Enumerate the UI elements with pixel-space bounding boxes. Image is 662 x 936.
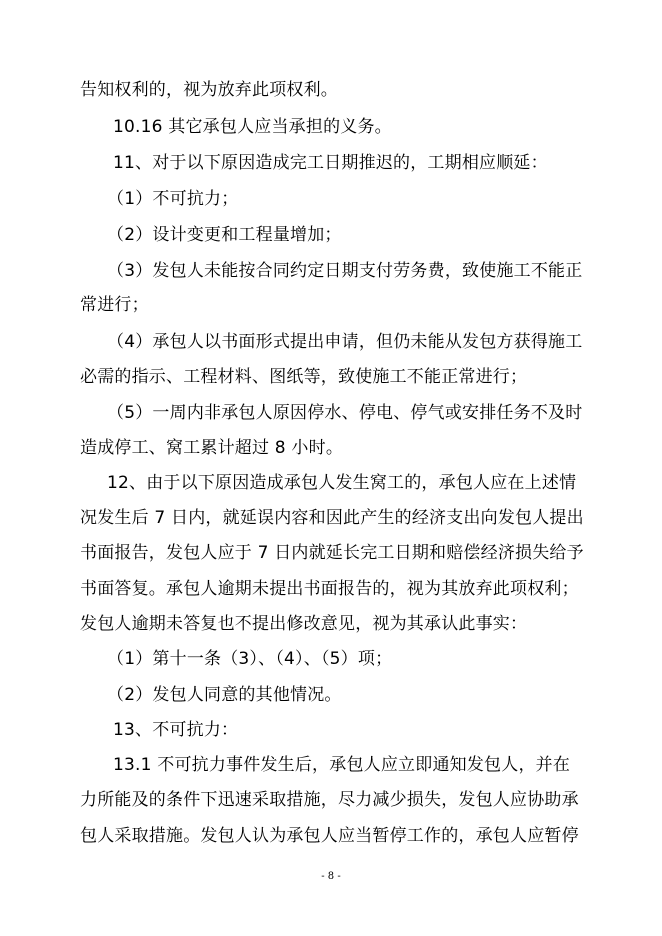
text-line-16: 发包人逾期未答复也不提出修改意见，视为其承认此事实： bbox=[80, 614, 528, 634]
text-line-11: 造成停工、窝工累计超过 8 小时。 bbox=[80, 438, 344, 458]
text-line-10: （5）一周内非承包人原因停水、停电、停气或安排任务不及时 bbox=[107, 403, 583, 423]
text-line-18: （2）发包人同意的其他情况。 bbox=[107, 685, 342, 705]
text-line-19: 13、不可抗力： bbox=[113, 720, 239, 740]
text-line-14: 书面报告，发包人应于 7 日内就延长完工日期和赔偿经济损失给予 bbox=[80, 543, 584, 563]
text-line-22: 包人采取措施。发包人认为承包人应当暂停工作的，承包人应暂停 bbox=[80, 826, 579, 846]
text-line-1: 告知权利的，视为放弃此项权利。 bbox=[80, 80, 338, 100]
text-line-5: （2）设计变更和工程量增加； bbox=[107, 225, 342, 245]
page-number: - 8 - bbox=[321, 871, 341, 882]
text-line-17: （1）第十一条（3）、（4）、（5）项； bbox=[107, 649, 393, 669]
text-line-3: 11、对于以下原因造成完工日期推迟的，工期相应顺延： bbox=[113, 153, 548, 173]
text-line-4: （1）不可抗力； bbox=[107, 189, 239, 209]
text-line-20: 13.1 不可抗力事件发生后，承包人应立即通知发包人，并在 bbox=[113, 755, 571, 775]
text-line-6: （3）发包人未能按合同约定日期支付劳务费，致使施工不能正 bbox=[107, 261, 583, 281]
text-line-13: 况发生后 7 日内，就延误内容和因此产生的经济支出向发包人提出 bbox=[80, 508, 584, 528]
text-line-15: 书面答复。承包人逾期未提出书面报告的，视为其放弃此项权利； bbox=[80, 579, 579, 599]
text-line-8: （4）承包人以书面形式提出申请，但仍未能从发包方获得施工 bbox=[107, 332, 583, 352]
text-line-9: 必需的指示、工程材料、图纸等，致使施工不能正常进行； bbox=[80, 367, 528, 387]
text-line-2: 10.16 其它承包人应当承担的义务。 bbox=[113, 117, 392, 137]
text-line-7: 常进行； bbox=[80, 295, 149, 315]
text-line-21: 力所能及的条件下迅速采取措施，尽力减少损失，发包人应协助承 bbox=[80, 790, 579, 810]
text-line-12: 12、由于以下原因造成承包人发生窝工的，承包人应在上述情 bbox=[107, 473, 577, 493]
